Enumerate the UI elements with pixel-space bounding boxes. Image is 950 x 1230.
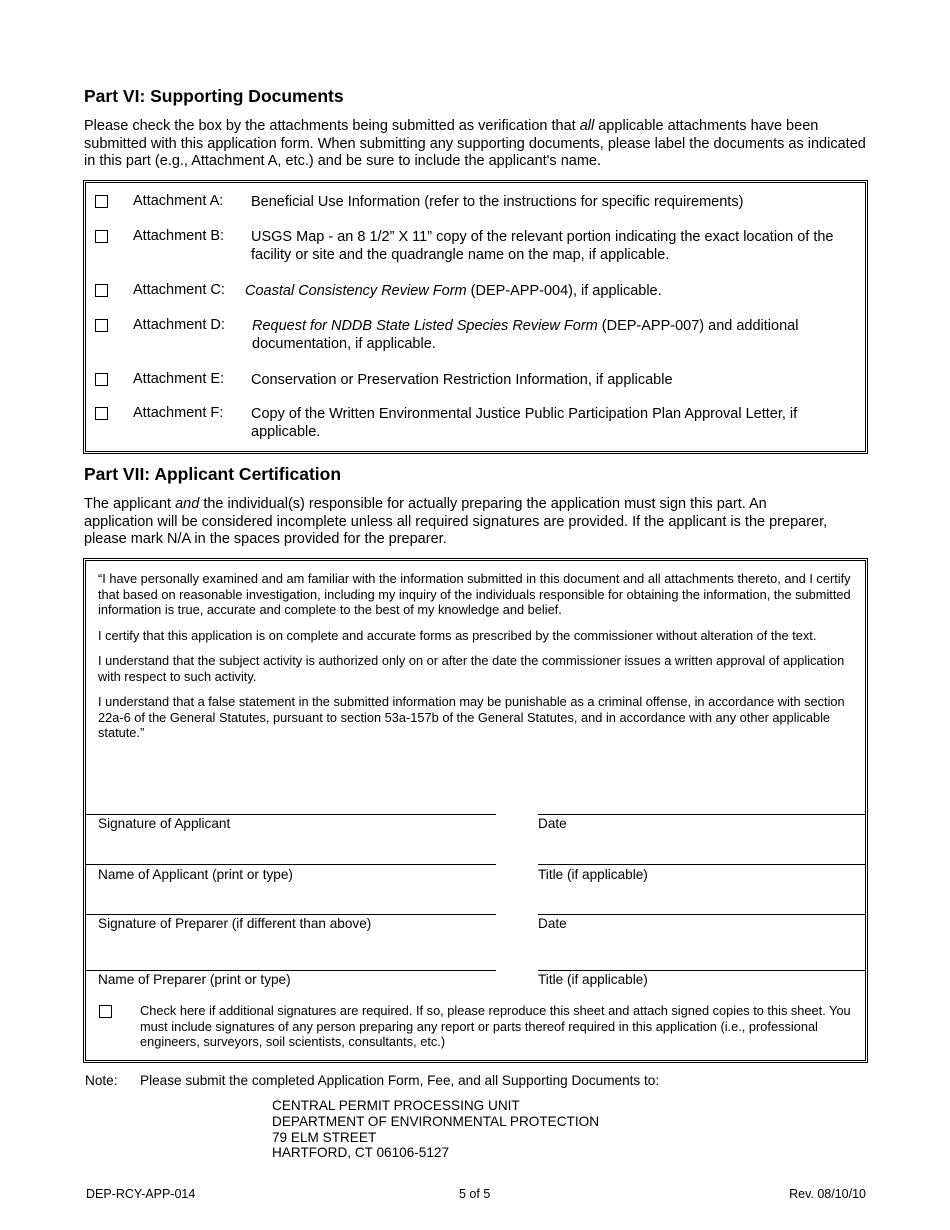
attachment-b-text: USGS Map - an 8 1/2” X 11” copy of the relevant portion indicating the exact location of the facility or site and the quadrangle name on the map, if applicable.: [251, 229, 834, 263]
attachment-e-label: Attachment E:: [133, 371, 225, 387]
preparer-title-line[interactable]: [538, 970, 865, 971]
applicant-date-label: Date: [538, 816, 567, 831]
attachment-d-label: Attachment D:: [133, 317, 225, 333]
address-line: 79 ELM STREET: [272, 1129, 377, 1145]
part6-intro: Please check the box by the attachments being submitted as verification that all applicable attachments have been submitted with this application form. When submitting any supporting documents, please label the documents as indicated in this part (e.g., Attachment A, etc.) and be sure to include the applicant's name.: [84, 118, 866, 169]
preparer-title-label: Title (if applicable): [538, 972, 648, 987]
cert-paragraph: I certify that this application is on complete and accurate forms as prescribed by the commissioner without alteration of the text.: [98, 627, 817, 643]
page-number: 5 of 5: [459, 1187, 491, 1201]
attachment-f-text: Copy of the Written Environmental Justice Public Participation Plan Approval Letter, if applicable.: [251, 406, 798, 440]
applicant-date-line[interactable]: [538, 814, 865, 815]
note-text: Please submit the completed Application Form, Fee, and all Supporting Documents to:: [140, 1073, 660, 1088]
preparer-date-label: Date: [538, 916, 567, 931]
attachment-c-text: Coastal Consistency Review Form (DEP-APP-004), if applicable.: [245, 283, 662, 299]
attachment-b-checkbox[interactable]: [95, 230, 108, 243]
applicant-title-label: Title (if applicable): [538, 867, 648, 882]
part7-title: Part VII: Applicant Certification: [84, 464, 342, 484]
applicant-title-line[interactable]: [538, 864, 865, 865]
attachment-a-checkbox[interactable]: [95, 195, 108, 208]
revision-date: Rev. 08/10/10: [789, 1187, 866, 1201]
preparer-name-label: Name of Preparer (print or type): [98, 972, 291, 987]
applicant-name-line[interactable]: [86, 864, 496, 865]
cert-paragraph: “I have personally examined and am familiar with the information submitted in this document and all attachments thereto, and I certify that based on reasonable investigation, including my inquiry of the individuals responsible for obtaining the information, the submitted information is true, accurate and complete to the best of my knowledge and belief.: [98, 571, 851, 617]
cert-paragraph: I understand that a false statement in the submitted information may be punishable as a criminal offense, in accordance with section 22a-6 of the General Statutes, pursuant to section 53a-157b of the General Statutes, and in accordance with any other applicable statute.”: [98, 694, 845, 740]
preparer-name-line[interactable]: [86, 970, 496, 971]
part6-title: Part VI: Supporting Documents: [84, 86, 344, 106]
attachment-d-checkbox[interactable]: [95, 319, 108, 332]
preparer-signature-line[interactable]: [86, 914, 496, 915]
attachment-f-label: Attachment F:: [133, 405, 224, 421]
applicant-name-label: Name of Applicant (print or type): [98, 867, 293, 882]
attachment-c-label: Attachment C:: [133, 282, 225, 298]
attachment-e-text: Conservation or Preservation Restriction Information, if applicable: [251, 372, 673, 388]
attachment-a-label: Attachment A:: [133, 193, 224, 209]
attachment-d-text: Request for NDDB State Listed Species Review Form (DEP-APP-007) and additional documentation, if applicable.: [252, 318, 799, 352]
note-label: Note:: [85, 1073, 118, 1088]
attachment-a-text: Beneficial Use Information (refer to the instructions for specific requirements): [251, 194, 744, 210]
attachment-f-checkbox[interactable]: [95, 407, 108, 420]
applicant-signature-line[interactable]: [86, 814, 496, 815]
part7-intro: The applicant and the individual(s) responsible for actually preparing the application must sign this part. An application will be considered incomplete unless all required signatures are provided. If the applicant is the preparer, please mark N/A in the spaces provided for the preparer.: [84, 496, 828, 547]
form-id: DEP-RCY-APP-014: [86, 1187, 196, 1201]
preparer-signature-label: Signature of Preparer (if different than above): [98, 916, 372, 931]
preparer-date-line[interactable]: [538, 914, 865, 915]
mailing-address: [272, 1098, 599, 1161]
attachment-c-checkbox[interactable]: [95, 284, 108, 297]
attachment-e-checkbox[interactable]: [95, 373, 108, 386]
cert-paragraph: I understand that the subject activity is authorized only on or after the date the commissioner issues a written approval of application with respect to such activity.: [98, 653, 845, 684]
attachment-b-label: Attachment B:: [133, 228, 225, 244]
address-line: HARTFORD, CT 06106-5127: [272, 1145, 450, 1161]
additional-signatures-checkbox[interactable]: [99, 1005, 112, 1018]
address-line: CENTRAL PERMIT PROCESSING UNIT: [272, 1098, 520, 1113]
certification-statement: [98, 571, 854, 741]
address-line: DEPARTMENT OF ENVIRONMENTAL PROTECTION: [272, 1113, 600, 1129]
additional-signatures-text: Check here if additional signatures are required. If so, please reproduce this sheet and attach signed copies to this sheet. You must include signatures of any person preparing any report or parts thereof required in this application (i.e., professional engineers, surveyors, soil scientists, consultants, etc.): [140, 1003, 851, 1049]
applicant-signature-label: Signature of Applicant: [98, 816, 231, 831]
